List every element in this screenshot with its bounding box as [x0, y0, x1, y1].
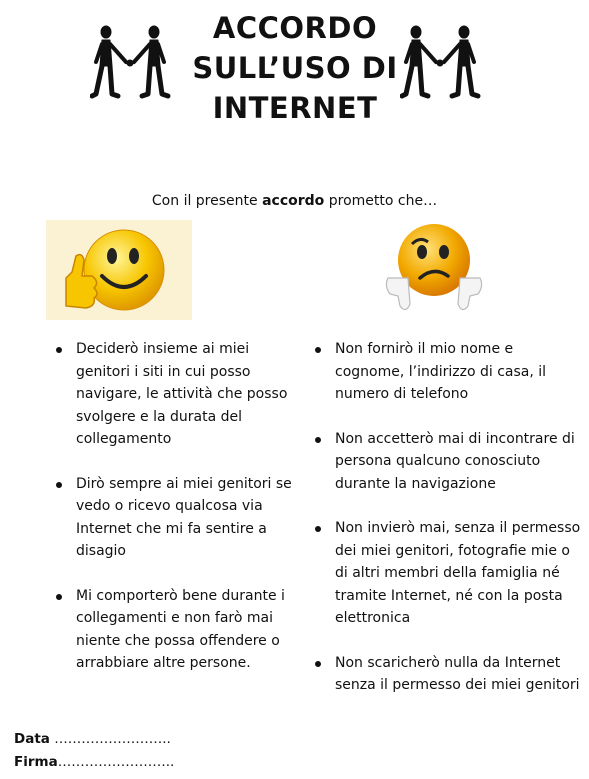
intro-text-start: Con il presente: [151, 193, 263, 209]
intro-text-end: prometto che…: [324, 193, 438, 209]
list-item: Non scaricherò nulla da Internet senza il permesso dei miei genitori: [315, 652, 583, 697]
handshake-figures-icon: [400, 22, 482, 106]
page-title: [160, 8, 430, 128]
signature-dots: ……………………..: [57, 754, 175, 770]
handshake-figures-icon: [90, 22, 172, 106]
intro-bold-word: accordo: [262, 193, 325, 209]
title-line-1: ACCORDO: [212, 11, 378, 45]
title-line-2: SULL’USO DI: [192, 51, 398, 85]
list-item: Non accetterò mai di incontrare di persona qualcuno conosciuto durante la navigazione: [315, 428, 583, 496]
left-promises-list: [56, 338, 296, 697]
list-item: Mi comporterò bene durante i collegamenti e non farò mai niente che possa offendere o arrabbiare altre persone.: [56, 585, 296, 675]
intro-sentence: [0, 193, 589, 209]
title-line-3: INTERNET: [212, 91, 378, 125]
right-promises-list: [315, 338, 583, 719]
list-item: Dirò sempre ai miei genitori se vedo o ricevo qualcosa via Internet che mi fa sentire a disagio: [56, 473, 296, 563]
list-item: Non fornirò il mio nome e cognome, l’indirizzo di casa, il numero di telefono: [315, 338, 583, 406]
list-item: Deciderò insieme ai miei genitori i siti in cui posso navigare, le attività che posso svolgere e la durata del collegamento: [56, 338, 296, 451]
date-line: [14, 728, 171, 750]
thumbs-down-sad-smiley-icon: [382, 222, 486, 318]
signature-line: [14, 751, 174, 773]
signature-label: Firma: [14, 754, 58, 770]
list-item: Non invierò mai, senza il permesso dei miei genitori, fotografie mie o di altri membri della famiglia né tramite Internet, né con la posta elettronica: [315, 517, 583, 630]
date-label: Data: [14, 731, 50, 747]
thumbs-up-smiley-icon: [46, 220, 192, 320]
date-dots: ……………………..: [54, 731, 171, 747]
